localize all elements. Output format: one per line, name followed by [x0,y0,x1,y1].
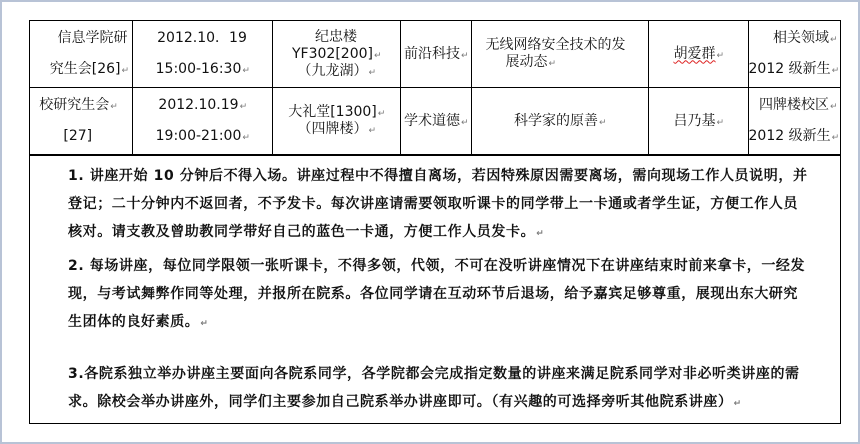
organizer-line: [27] [63,128,93,144]
note-paragraph [68,360,810,416]
datetime-cell [132,21,272,88]
datetime-cell [132,88,272,155]
lecture-title: 科学家的原善 [514,112,598,129]
audience-line: 四牌楼校区 [759,97,829,113]
paragraph-mark-icon [242,134,248,142]
speaker-name: 胡爱群 [673,45,716,62]
note-text: 2. 每场讲座，每位同学限领一张听课卡，不得多领，代领，不可在没听讲座情况下在讲座结束时前来拿卡，一经发现，与考试舞弊作同等处理，并报所在院系。各位同学请在互动环节后退场，给予嘉宾足够尊重，展现出东大研究生团体的良好素质。 [68,258,806,330]
date-text: 2012.10．19 [157,30,247,46]
date-text: 2012.10.19 [158,97,239,113]
paragraph-mark-icon [832,134,838,142]
paragraph-mark-icon [461,119,467,127]
note-text: 3.各院系独立举办讲座主要面向各院系同学，各学院都会完成指定数量的讲座来满足院系同学对非必听类讲座的需求。除校会举办讲座外，同学们主要参加自己院系举办讲座即可。（有兴趣的可选择旁听其他院系讲座） [68,366,800,410]
paragraph-mark-icon [374,52,380,60]
table-row [30,21,840,88]
venue-room: 大礼堂[1300] [288,104,377,120]
note-paragraph [68,162,810,246]
speaker-name: 吕乃基 [673,112,716,129]
speaker-cell [648,21,748,88]
category-text: 学术道德 [404,112,460,129]
venue-campus: （四牌楼） [297,121,368,137]
title-cell [471,88,648,155]
audience-line: 相关领域 [773,30,829,46]
audience-line: 2012 级新生 [748,61,831,77]
note-text: 1. 讲座开始 10 分钟后不得入场。讲座过程中不得擅自离场，若因特殊原因需要离场，需向现场工作人员说明，并登记；二十分钟内不返回者，不予发卡。每次讲座请需要领取听课卡的同学带上一卡通或者学生证，方便工作人员核对。请支教及曾助教同学带好自己的蓝色一卡通，方便工作人员发卡。 [68,168,808,240]
lecture-title: 无线网络安全技术的发 [485,37,626,53]
lecture-title: 展动态 [505,54,548,70]
lecture-schedule-page [29,20,841,424]
category-cell [400,88,471,155]
title-cell [471,21,648,88]
lecture-table [30,21,840,155]
venue-cell [272,88,400,155]
paragraph-mark-icon [549,60,555,68]
organizer-cell [30,88,132,155]
paragraph-mark-icon [369,127,375,135]
paragraph-mark-icon [461,52,467,60]
speaker-cell [648,88,748,155]
venue-building: 纪忠楼 [315,28,357,45]
venue-cell [272,21,400,88]
venue-room: YF302[200] [292,45,373,62]
paragraph-mark-icon [599,119,605,127]
paragraph-mark-icon [242,67,248,75]
organizer-line: 究生会[26] [49,61,121,77]
audience-cell [748,88,840,155]
organizer-line: 信息学院研 [57,30,128,46]
paragraph-mark-icon [200,320,206,328]
paragraph-mark-icon [240,103,246,111]
audience-cell [748,21,840,88]
note-paragraph [68,252,810,336]
category-text: 前沿科技 [404,45,460,62]
paragraph-mark-icon [378,110,384,118]
paragraph-mark-icon [734,400,740,408]
notes-section [30,155,840,424]
time-text: 19:00-21:00 [155,128,242,144]
organizer-line: 校研究生会 [39,97,110,113]
paragraph-mark-icon [717,52,723,60]
paragraph-mark-icon [369,69,375,77]
paragraph-mark-icon [717,119,723,127]
paragraph-mark-icon [122,67,128,75]
organizer-cell [30,21,132,88]
paragraph-mark-icon [110,103,116,111]
paragraph-mark-icon [832,67,838,75]
time-text: 15:00-16:30 [155,61,242,77]
category-cell [400,21,471,88]
paragraph-mark-icon [830,36,836,44]
paragraph-mark-icon [536,230,542,238]
venue-campus: （九龙湖） [297,62,368,79]
table-row [30,88,840,155]
paragraph-mark-icon [830,103,836,111]
audience-line: 2012 级新生 [748,128,831,144]
